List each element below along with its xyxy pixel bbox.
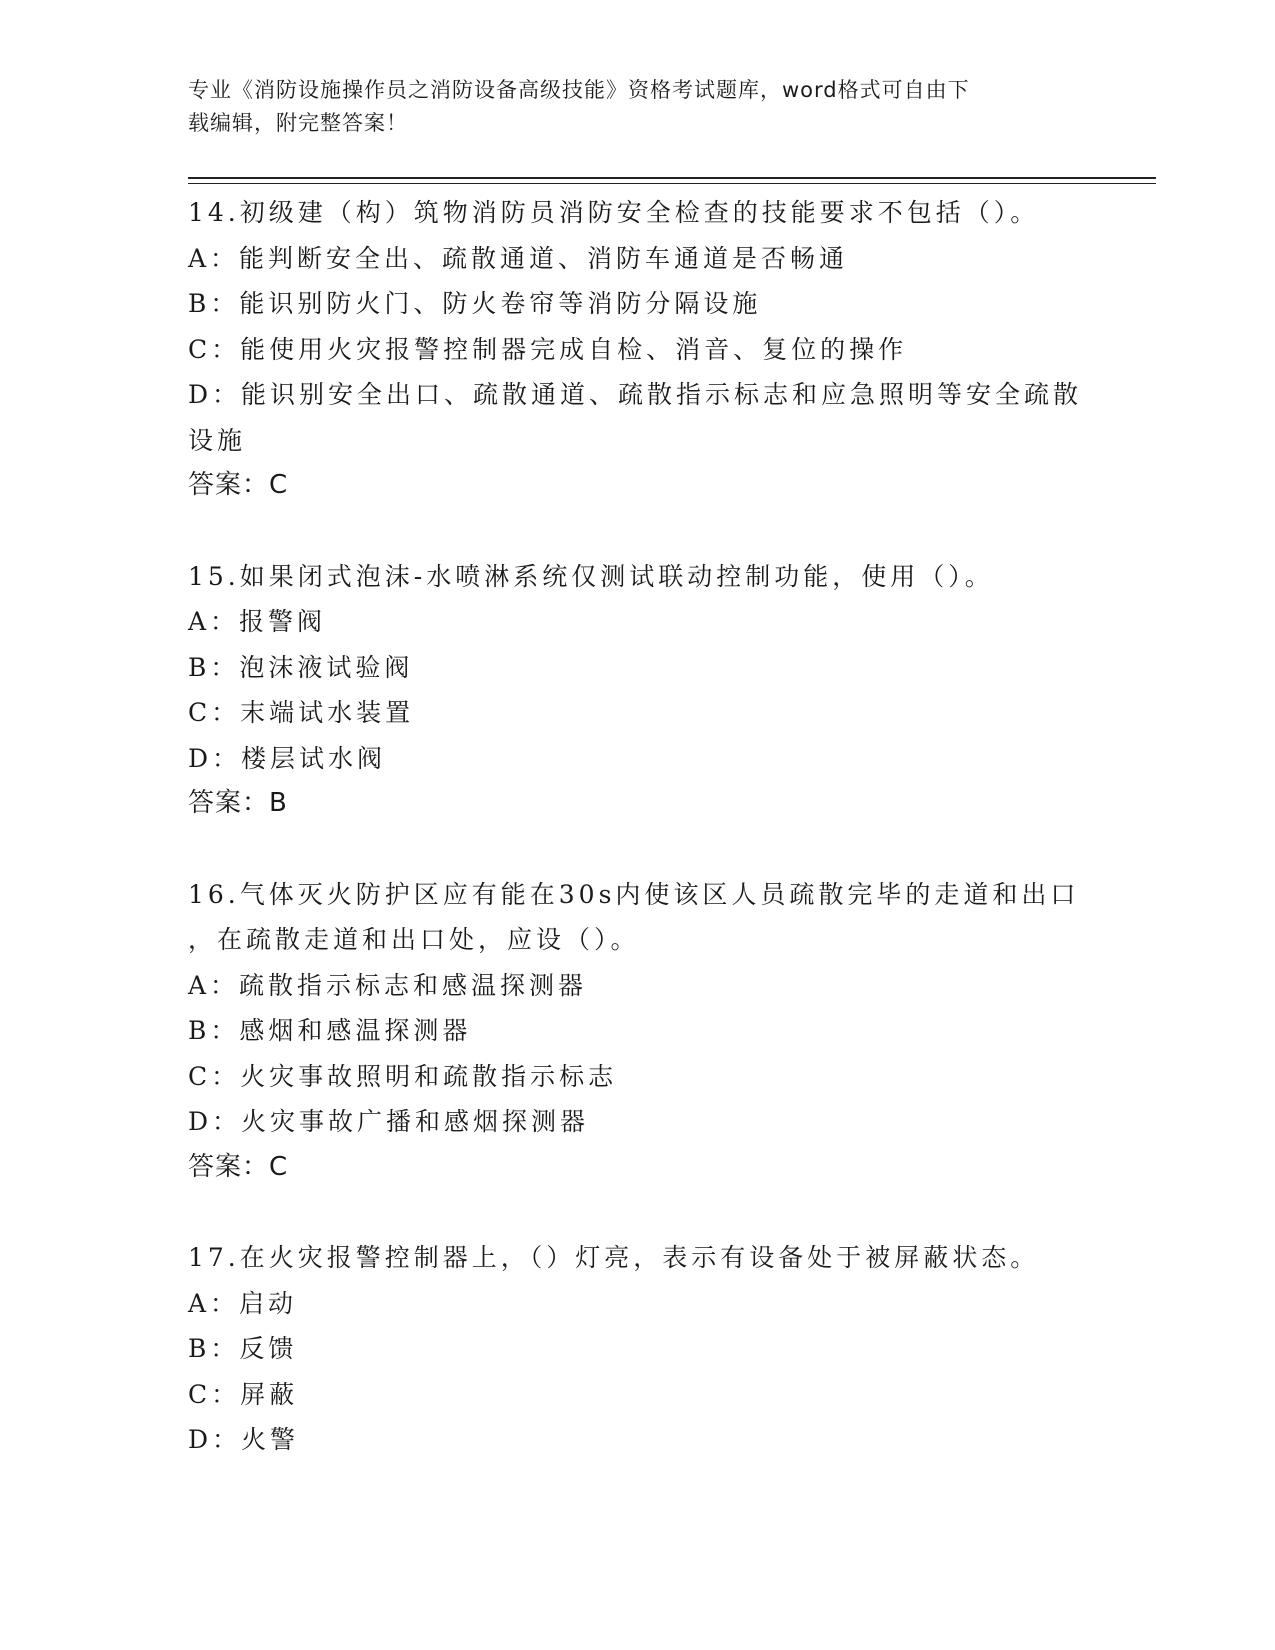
option-d-continued: 设施 xyxy=(188,425,247,455)
question-stem-continued: ，在疏散走道和出口处，应设（）。 xyxy=(188,925,640,954)
option-a: A：启动 xyxy=(188,1288,298,1318)
question-stem: 14.初级建（构）筑物消防员消防安全检查的技能要求不包括（）。 xyxy=(188,198,1040,227)
option-b: B：泡沫液试验阀 xyxy=(188,652,414,682)
option-d: D：楼层试水阀 xyxy=(188,743,387,773)
option-c: C：能使用火灾报警控制器完成自检、消音、复位的操作 xyxy=(188,334,908,364)
answer: 答案：C xyxy=(188,470,289,500)
question-stem: 17.在火灾报警控制器上，（）灯亮，表示有设备处于被屏蔽状态。 xyxy=(188,1243,1040,1272)
question-15 xyxy=(188,554,1088,827)
question-17 xyxy=(188,1235,1088,1463)
document-header xyxy=(188,74,1068,140)
answer: 答案：B xyxy=(188,788,288,818)
question-stem: 16.气体灭火防护区应有能在30s内使该区人员疏散完毕的走道和出口 xyxy=(188,879,1080,909)
answer: 答案：C xyxy=(188,1151,289,1182)
option-b: B：能识别防火门、防火卷帘等消防分隔设施 xyxy=(188,289,762,318)
question-16 xyxy=(188,872,1088,1191)
option-d: D：火警 xyxy=(188,1425,300,1454)
question-14 xyxy=(188,190,1088,509)
question-list xyxy=(188,190,1088,1463)
option-c: C：火灾事故照明和疏散指示标志 xyxy=(188,1061,618,1091)
option-c: C：屏蔽 xyxy=(188,1379,299,1409)
question-stem: 15.如果闭式泡沫-水喷淋系统仅测试联动控制功能，使用（）。 xyxy=(188,561,994,591)
option-a: A：能判断安全出、疏散通道、消防车通道是否畅通 xyxy=(188,243,849,273)
header-divider-thin xyxy=(188,183,1156,184)
option-c: C：末端试水装置 xyxy=(188,698,415,727)
option-d: D：火灾事故广播和感烟探测器 xyxy=(188,1107,590,1136)
option-b: B：反馈 xyxy=(188,1334,298,1363)
option-a: A：报警阀 xyxy=(188,607,327,636)
option-b: B：感烟和感温探测器 xyxy=(188,1016,472,1045)
header-line-2: 载编辑，附完整答案！ xyxy=(188,111,408,135)
header-divider-thick xyxy=(188,177,1156,179)
header-line-1: 专业《消防设施操作员之消防设备高级技能》资格考试题库，word格式可自由下 xyxy=(188,78,970,102)
option-d: D：能识别安全出口、疏散通道、疏散指示标志和应急照明等安全疏散 xyxy=(188,380,1083,409)
option-a: A：疏散指示标志和感温探测器 xyxy=(188,970,588,1000)
